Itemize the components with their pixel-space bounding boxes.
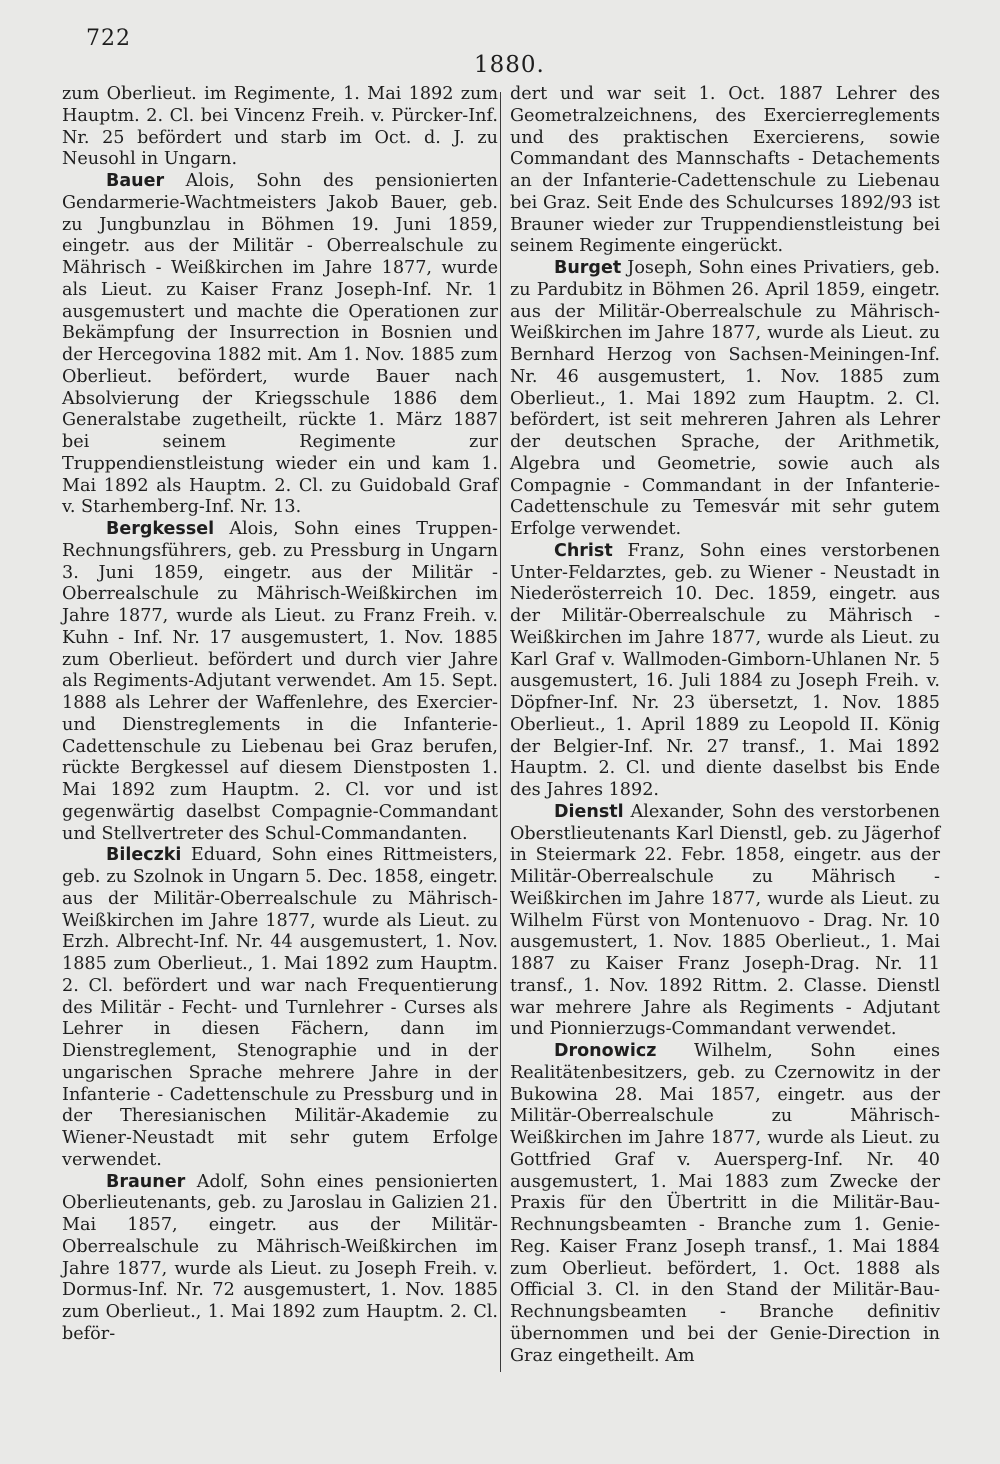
entry-dienstl bbox=[510, 802, 940, 1041]
entry-name: Bauer bbox=[106, 171, 165, 191]
entry-bauer bbox=[62, 171, 498, 519]
entry-name: Christ bbox=[554, 540, 613, 561]
entry-text: Franz, Sohn eines verstorbenen Unter-Feldarztes, geb. zu Wiener - Neustadt in Niederösterreich 10. Dec. 1859, eingetr. aus der Militär-Oberrealschule zu Mährisch - Weißkirchen im Jahre 1877, wurde als Lieut. zu Karl Graf v. Wallmoden-Gimborn-Uhlanen Nr. 5 ausgemustert, 16. Juli 1884 zu Joseph Freih. v. Döpfner-Inf. Nr. 23 übersetzt, 1. Nov. 1885 Oberlieut., 1. April 1889 zu Leopold II. König der Belgier-Inf. Nr. 27 transf., 1. Mai 1892 Hauptm. 2. Cl. und diente daselbst bis Ende des Jahres 1892. bbox=[510, 540, 940, 800]
entry-name: Dienstl bbox=[554, 801, 624, 822]
entry-text: dert und war seit 1. Oct. 1887 Lehrer des Geometralzeichnens, des Exercierreglements und des praktischen Exercierens, sowie Commandant des Mannschafts - Detachements an der Infanterie-Cadettenschule zu Liebenau bei Graz. Seit Ende des Schulcurses 1892/93 ist Brauner wieder zur Truppendienstleistung bei seinem Regimente eingerückt. bbox=[510, 84, 940, 257]
section-year: 1880. bbox=[474, 52, 545, 78]
entry-name: Bileczki bbox=[106, 845, 182, 866]
entry-name: Bergkessel bbox=[106, 519, 215, 539]
entry-name: Burget bbox=[554, 258, 622, 278]
right-column bbox=[510, 84, 940, 1367]
entry-continuation bbox=[62, 84, 498, 171]
left-column bbox=[62, 84, 498, 1346]
entry-bergkessel bbox=[62, 519, 498, 845]
entry-christ bbox=[510, 541, 940, 802]
entry-continuation bbox=[510, 84, 940, 258]
entry-burget bbox=[510, 258, 940, 541]
page-number: 722 bbox=[86, 26, 131, 51]
entry-text: zum Oberlieut. im Regimente, 1. Mai 1892 zum Hauptm. 2. Cl. bei Vincenz Freih. v. Pürcker-Inf. Nr. 25 befördert und starb im Oct. d. J. zu Neusohl in Ungarn. bbox=[62, 84, 498, 170]
entry-bileczki bbox=[62, 845, 498, 1171]
entry-name: Dronowicz bbox=[554, 1041, 657, 1061]
entry-dronowicz bbox=[510, 1041, 940, 1367]
column-divider bbox=[500, 92, 501, 1372]
entry-brauner bbox=[62, 1172, 498, 1346]
entry-text: Wilhelm, Sohn eines Realitätenbesitzers, geb. zu Czernowitz in der Bukowina 28. Mai 1857, eingetr. aus der Militär-Oberrealschule zu Mährisch-Weißkirchen im Jahre 1877, wurde als Lieut. zu Gottfried Graf v. Auersperg-Inf. Nr. 40 ausgemustert, 1. Mai 1883 zum Zwecke der Praxis für den Übertritt in die Militär-Bau-Rechnungsbeamten - Branche zum 1. Genie-Reg. Kaiser Franz Joseph transf., 1. Mai 1884 zum Oberlieut. befördert, 1. Oct. 1888 als Official 3. Cl. in den Stand der Militär-Bau-Rechnungsbeamten - Branche definitiv übernommen und bei der Genie-Direction in Graz eingetheilt. Am bbox=[510, 1041, 940, 1366]
entry-text: Joseph, Sohn eines Privatiers, geb. zu Pardubitz in Böhmen 26. April 1859, eingetr. aus der Militär-Oberrealschule zu Mährisch-Weißkirchen im Jahre 1877, wurde als Lieut. zu Bernhard Herzog von Sachsen-Meiningen-Inf. Nr. 46 ausgemustert, 1. Nov. 1885 zum Oberlieut., 1. Mai 1892 zum Hauptm. 2. Cl. befördert, ist seit mehreren Jahren als Lehrer der deutschen Sprache, der Arithmetik, Algebra und Geometrie, sowie auch als Compagnie - Commandant in der Infanterie-Cadettenschule zu Temesvár mit sehr gutem Erfolge verwendet. bbox=[510, 258, 940, 539]
entry-name: Brauner bbox=[106, 1171, 186, 1192]
entry-text: Adolf, Sohn eines pensionierten Oberlieutenants, geb. zu Jaroslau in Galizien 21. Mai 1857, eingetr. aus der Militär-Oberrealschule zu Mährisch-Weißkirchen im Jahre 1877, wurde als Lieut. zu Joseph Freih. v. Dormus-Inf. Nr. 72 ausgemustert, 1. Nov. 1885 zum Oberlieut., 1. Mai 1892 zum Hauptm. 2. Cl. beför- bbox=[62, 1171, 498, 1344]
entry-text: Alexander, Sohn des verstorbenen Oberstlieutenants Karl Dienstl, geb. zu Jägerhof in Steiermark 22. Febr. 1858, eingetr. aus der Militär-Oberrealschule zu Mährisch - Weißkirchen im Jahre 1877, wurde als Lieut. zu Wilhelm Fürst von Montenuovo - Drag. Nr. 10 ausgemustert, 1. Nov. 1885 Oberlieut., 1. Mai 1887 zu Kaiser Franz Joseph-Drag. Nr. 11 transf., 1. Nov. 1892 Rittm. 2. Classe. Dienstl war mehrere Jahre als Regiments - Adjutant und Pionnierzugs-Commandant verwendet. bbox=[510, 801, 940, 1040]
entry-text: Alois, Sohn des pensionierten Gendarmerie-Wachtmeisters Jakob Bauer, geb. zu Jungbunzlau in Böhmen 19. Juni 1859, eingetr. aus der Militär - Oberrealschule zu Mährisch - Weißkirchen im Jahre 1877, wurde als Lieut. zu Kaiser Franz Joseph-Inf. Nr. 1 ausgemustert und machte die Operationen zur Bekämpfung der Insurrection in Bosnien und der Hercegovina 1882 mit. Am 1. Nov. 1885 zum Oberlieut. befördert, wurde Bauer nach Absolvierung der Kriegsschule 1886 dem Generalstabe zugetheilt, rückte 1. März 1887 bei seinem Regimente zur Truppendienstleistung wieder ein und kam 1. Mai 1892 als Hauptm. 2. Cl. zu Guidobald Graf v. Starhemberg-Inf. Nr. 13. bbox=[62, 171, 498, 518]
entry-text: Alois, Sohn eines Truppen-Rechnungsführers, geb. zu Pressburg in Ungarn 3. Juni 1859, eingetr. aus der Militär - Oberrealschule zu Mährisch-Weißkirchen im Jahre 1877, wurde als Lieut. zu Franz Freih. v. Kuhn - Inf. Nr. 17 ausgemustert, 1. Nov. 1885 zum Oberlieut. befördert und durch vier Jahre als Regiments-Adjutant verwendet. Am 15. Sept. 1888 als Lehrer der Waffenlehre, des Exercier- und Dienstreglements in die Infanterie-Cadettenschule zu Liebenau bei Graz berufen, rückte Bergkessel auf diesem Dienstposten 1. Mai 1892 zum Hauptm. 2. Cl. vor und ist gegenwärtig daselbst Compagnie-Commandant und Stellvertreter des Schul-Commandanten. bbox=[62, 519, 498, 844]
entry-text: Eduard, Sohn eines Rittmeisters, geb. zu Szolnok in Ungarn 5. Dec. 1858, eingetr. aus der Militär-Oberrealschule zu Mährisch-Weißkirchen im Jahre 1877, wurde als Lieut. zu Erzh. Albrecht-Inf. Nr. 44 ausgemustert, 1. Nov. 1885 zum Oberlieut., 1. Mai 1892 zum Hauptm. 2. Cl. befördert und war nach Frequentierung des Militär - Fecht- und Turnlehrer - Curses als Lehrer in diesen Fächern, dann im Dienstreglement, Stenographie und in der ungarischen Sprache mehrere Jahre in der Infanterie - Cadettenschule zu Pressburg und in der Theresianischen Militär-Akademie zu Wiener-Neustadt mit sehr gutem Erfolge verwendet. bbox=[62, 845, 498, 1170]
